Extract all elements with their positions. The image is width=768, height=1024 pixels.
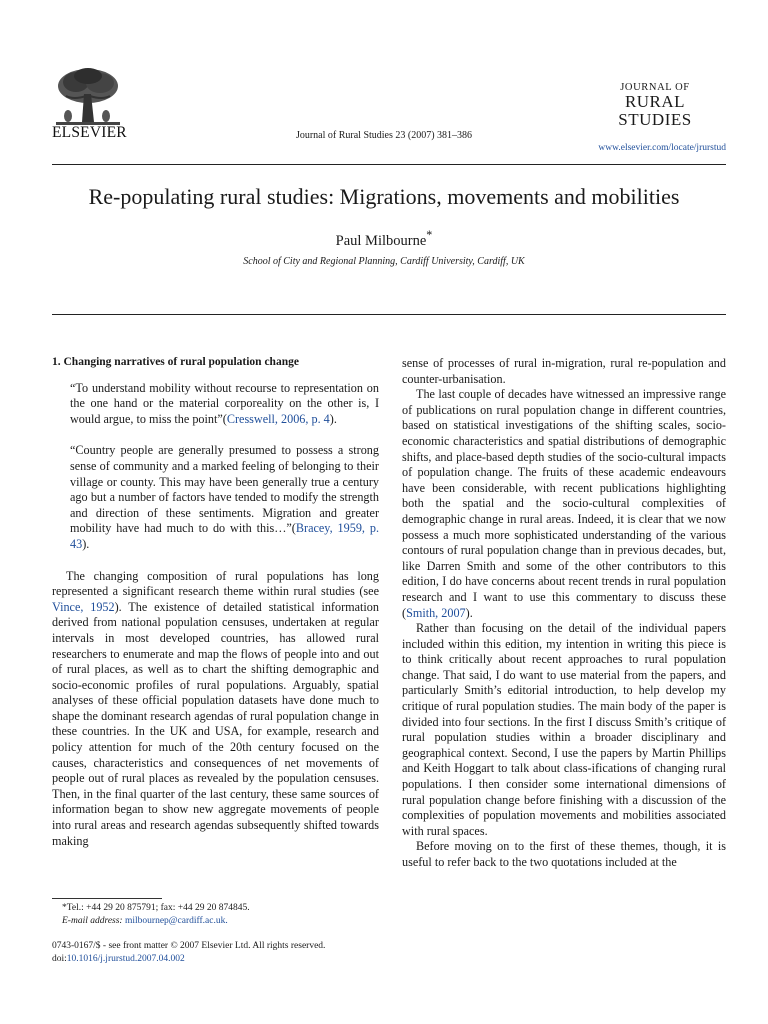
epigraph-quote-2: “Country people are generally presumed to possess a strong sense of community and a marked feeling of belonging to their village or county. This may have been generally true a century ago but a number of factors have tended to modify the strength and direction of these sentiments. Migration and greater mobility have had much to do with this…”(Bracey, 1959, p. 43).	[70, 443, 379, 551]
doi-line: doi:10.1016/j.jrurstud.2007.04.002	[52, 954, 185, 964]
author-footnote-mark[interactable]: *	[426, 228, 433, 242]
right-column	[402, 356, 726, 871]
doi-link[interactable]: 10.1016/j.jrurstud.2007.04.002	[66, 954, 185, 964]
footnote-email-line: E-mail address: milbournep@cardiff.ac.uk.	[62, 916, 228, 926]
journal-citation: Journal of Rural Studies 23 (2007) 381–386	[295, 130, 473, 141]
citation-link-vince[interactable]: Vince, 1952	[52, 599, 115, 614]
body-paragraph-1: The changing composition of rural populations has long represented a significant research theme within rural studies (see Vince, 1952). The existence of detailed statistical information derived from national population censuses, undertaken at regular intervals in most developed countries, has allowed rural researchers to enumerate and map the flows of people into and out of rural places, as well as to chart the shifting demographic and socio-economic profiles of rural populations. Arguably, spatial analyses of these official population datasets have done much to shape the dominant research agendas of rural population change in these countries. In the UK and USA, for example, research and policy attention for much of the 20th century focused on the causes, characteristics and consequences of net movements of people out of rural places as revealed by the population censuses. Then, in the final quarter of the last century, these same sources of information began to show new aggregate movements of people into rural areas and research agendas subsequently shifted towards making	[52, 568, 379, 848]
footnote-tel: *Tel.: +44 29 20 875791; fax: +44 29 20 874845.	[62, 903, 250, 913]
copyright-block	[52, 940, 325, 966]
epigraph-quote-1: “To understand mobility without recourse to representation on the one hand or the material corporeality on the other is, I would argue, to miss the point”(Cresswell, 2006, p. 4).	[70, 380, 379, 426]
body-paragraph-2: The last couple of decades have witnessed an impressive range of publications on rural population change in different countries, based on statistical investigations of the shifting scales, socio-economic characteristics and spatial distributions of demographic shifts, and place-based depth studies of the socio-cultural impacts of population change. The fruits of these academic endeavours have been considerable, with recent publications highlighting both the spatial and the socio-cultural complexities of demographic change in rural areas. Indeed, it is clear that we now possess a much more sophisticated understanding of the various contours of rural population change than in previous decades, but, like Darren Smith and some of the other contributors to this edition, I do have concerns about recent trends in rural population research and I want to use this commentary to discuss these (Smith, 2007).	[402, 387, 726, 620]
header-divider	[52, 164, 726, 165]
section-heading: 1. Changing narratives of rural population change	[52, 356, 299, 368]
body-paragraph-3: Rather than focusing on the detail of the individual papers included within this edition, my intention in writing this piece is to think critically about recent approaches to rural population change. That said, I do want to use material from the papers, and particularly Smith’s editorial introduction, to help develop my critique of rural population studies. The main body of the paper is divided into four sections. In the first I discuss Smith’s critique of rural population studies within a broader disciplinary and geographical context. Second, I use the papers by Martin Phillips and Keith Hoggart to talk about class-ifications of changing rural populations. I then consider some international dimensions of rural population change before finishing with a discussion of the complexities of population movements and mobilities associated with rural spaces.	[402, 621, 726, 838]
journal-logo	[590, 82, 720, 129]
elsevier-tree-logo-icon	[52, 66, 124, 130]
journal-logo-line1: JOURNAL OF	[620, 82, 690, 93]
author-affiliation: School of City and Regional Planning, Cardiff University, Cardiff, UK	[243, 256, 525, 267]
journal-website-link[interactable]: www.elsevier.com/locate/jrurstud	[598, 143, 726, 153]
author-footnote	[62, 902, 250, 928]
body-paragraph-continued: sense of processes of rural in-migration, rural re-population and counter-urbanisation.	[402, 356, 726, 386]
author-line	[0, 228, 768, 250]
author-name: Paul Milbourne	[335, 232, 427, 249]
body-paragraph-4: Before moving on to the first of these themes, though, it is useful to refer back to the two quotations included at the	[402, 839, 726, 869]
article-title: Re-populating rural studies: Migrations, movements and mobilities	[88, 184, 680, 209]
copyright-line: 0743-0167/$ - see front matter © 2007 Elsevier Ltd. All rights reserved.	[52, 941, 326, 951]
left-column	[52, 355, 379, 849]
publisher-name: ELSEVIER	[52, 124, 127, 141]
abstract-divider	[52, 314, 726, 315]
citation-link-cresswell[interactable]: Cresswell, 2006, p. 4	[226, 411, 330, 426]
email-link[interactable]: milbournep@cardiff.ac.uk.	[124, 916, 228, 926]
citation-link-bracey[interactable]: Bracey, 1959, p. 43	[70, 521, 379, 551]
footnote-divider	[52, 898, 162, 899]
citation-link-smith[interactable]: Smith, 2007	[406, 605, 466, 620]
journal-logo-line2: RURAL STUDIES	[618, 92, 692, 129]
